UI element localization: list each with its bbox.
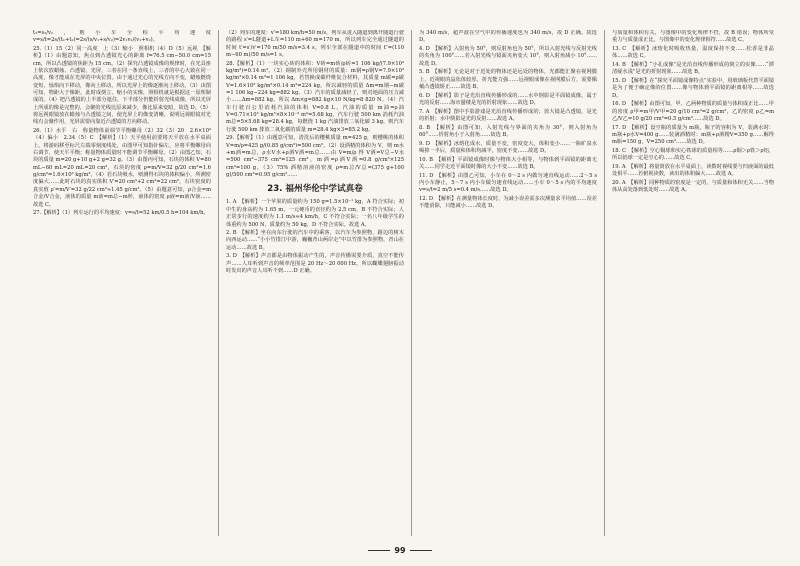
paragraph: 20. A 【解析】同种物质的密度是一定的，与质量和体积无关……当物体从高处落到低处时……故选 A。 (612, 179, 774, 194)
paragraph: 10. B 【解析】平面镜成像时像与物体大小相等，与物体到平面镜的距离无关……同学走近平面镜时像的大小不变……故选 B。 (419, 156, 597, 170)
paragraph: 为 340 m/s，超声波在空气中的传播速度也为 340 m/s，故 D 正确。故选 D。 (419, 30, 597, 44)
paragraph: 28.【解析】（1）一块实心砖的体积：V砖=m砖/ρ砖=1 106 kg/(7.9×10³ kg/m³)=0.14 m³。（2）钢制外壳所用钢材的质量：m钢=ρ钢V=7.9×10³ kg/m³×0.14 m³=1 106 kg，若替换成碳纤维复合材料，其质量 m碳=ρ碳V=1.6×10³ kg/m³×0.14 m³=224 kg，所以减轻的质量 Δm=m钢−m碳=1 106 kg−224 kg=882 kg。（3）汽车的质量减轻了，则对地面的压力减小……Δm=882 kg，所以 Δm×g=882 kg×10 N/kg=8 820 N。（4）汽车行驶百公里消耗汽油的体积 V=0.8 L，汽油的质量 m油=ρ油V=0.71×10³ kg/m³×8×10⁻³ m³=5.68 kg，汽车行驶 500 km 消耗汽油 m总=5×5.68 kg=28.4 kg，每燃烧 1 kg 汽油排放二氧化碳 3 kg，则汽车行驶 500 km 排放二氧化碳的质量 m=28.4 kg×3=85.2 kg。 (226, 60, 404, 133)
section-title: 23. 福州华伦中学试真卷 (267, 184, 363, 195)
paragraph: 14. B 【解析】“小孔成像”是光沿直线传播形成的倒立的实像……“潭清疑水浅”是光的折射现象……故选 B。 (612, 61, 774, 76)
page-number-left-dash (368, 550, 390, 551)
paragraph: 25.（1）15（2）同一高度 上（3）缩小 照相机（4）D（5）远视 【解析】（1）由题意知，焦点到凸透镜光心的距离 f=76.5 cm−50.0 cm=15 cm，所以凸透镜的焦距为 15 cm。（2）探究凸透镜成像的规律时，在光具座上依次放蜡烛、凸透镜、光屏，三者在同一条直线上，三者的中心大致在同一高度，像才能成在光屏的中央位置。由于通过光心的光线方向不变，蜡烛燃烧变短，烛焰向下移动，像向上移动，所以光屏上的像逐渐向上移动。（3）由图可知，物距大于像距，此时成倒立、缩小的实像，照相机就是根据这一原理制成的。（4）把凸透镜的上半部分遮住，下半部分仍能折射光线成像，所以光屏上所成的像是完整的，会聚的光线比原来减少，像比原来变暗，故选 D。（5）将远视眼镜放在蜡烛与凸透镜之间，使光屏上的像变清晰，说明远视眼镜对光线有会聚作用，光屏需要向靠近凸透镜的方向移动。 (33, 45, 211, 126)
paragraph: （2）列车的速度：v′=180 km/h=50 m/s，列车从进入隧道到离开隧道行驶的路程 s′=L隧道+L车=110 m+60 m=170 m，所以列车完全通过隧道的时间 t′=s′/v′=170 m/50 m/s=3.4 s，列车全部在隧道中的时间 t″=(110 m−60 m)/50 m/s=1 s。 (226, 30, 404, 59)
paragraph: 4. D 【解析】入射角为 50°，则反射角也为 50°，所以入射光线与反射光线的夹角为 100°……若入射光线与镜面夹角变大 10°，则入射角减小 10°……故选 D。 (419, 45, 597, 67)
paragraph: 1. A 【解析】一个苹果的质量约为 150 g=1.5×10⁻¹ kg，A 符合实际；初中生的身高约为 1.65 m，一元硬币的直径约为 2.5 cm，B 不符合实际；人正常步行的速度约为 1.1 m/s≈4 km/h，C 不符合实际；一名八年级学生的体重约为 500 N，质量约为 50 kg，D 不符合实际。故选 A。 (226, 199, 404, 228)
paragraph: 29.【解析】（1）由题意可知，清洗后的樱桃质量 m=425 g，则樱桃的体积 V=m/ρ=425 g/(0.85 g/cm³)=500 cm³。（2）设酒精的体积为 V，则 m水+m酒=m总，ρ水V水+ρ酒V酒=m总……由 V=m/ρ 得 V酒=V总−V水=500 cm³−375 cm³=125 cm³，m酒=ρ酒V酒=0.8 g/cm³×125 cm³=100 g。（3）75% 酒精溶液的密度 ρ=m总/V总=(375 g+100 g)/500 cm³=0.95 g/cm³…… (226, 135, 404, 179)
column-divider (218, 30, 219, 536)
paragraph: 17. D 【解析】设空瓶的质量为 m瓶，瓶子的容积为 V，装满水时：m瓶+ρ水V=400 g……装满酒精时：m瓶+ρ酒精V=350 g……解得 m瓶=150 g，V=250 cm³……故选 D。 (612, 124, 774, 146)
paragraph: 8. B 【解析】由图可知，入射光线与界面的夹角为 30°，则入射角为 60°……折射角小于入射角……故选 B。 (419, 124, 597, 138)
paragraph: t₂=s₂/v₂，则小车全程平均速度 v=s/t=2s/(t₁+t₂)=2s/(s/v₁+s/v₂)=2v₁v₂/(v₁+v₂)。 (33, 30, 211, 44)
paragraph: 12. D 【解析】在测量物体长度时，为减小误差需多次测量求平均值……误差不能消除，只能减小……故选 D。 (419, 195, 597, 210)
column-divider (411, 30, 412, 536)
paragraph: 6. D 【解析】影子是光沿直线传播形成的……水中倒影是平面镜成像，属于光的反射……海市蜃楼是光的折射现象……故选 D。 (419, 92, 597, 106)
paragraph: 26.（1）水平 右 称量物体前调节平衡螺母（2）32（3）20 2.6×10³（4）偏小 2.34（5）C 【解析】（1）天平使用前要将天平放在水平桌面上，将游码移至标尺左端零刻度线处，由图甲可知指针偏左，应将平衡螺母向右调节，使天平平衡；称量物体质量时不能调节平衡螺母。（2）由图乙知，石块的质量 m=20 g+10 g+2 g=32 g。（3）由图丙可知，石块的体积 V=80 mL−60 mL=20 mL=20 cm³，石块的密度 ρ=m/V=32 g/20 cm³=1.6 g/cm³=1.6×10³ kg/m³。（4）若石块吸水，则测得石块的体积偏小，所测密度偏大……此时石块的真实体积 V′=20 cm³+2 cm³=22 cm³，石块密度的真实值 ρ′=m/V′=32 g/22 cm³≈1.45 g/cm³。（5）由题意可知，ρ合金=m合金/V合金，液体的质量 m液=m总−m杯，液体的密度 ρ液=m液/V液……故选 C。 (33, 128, 211, 208)
column-divider (604, 30, 605, 536)
paragraph: 16. D 【解析】由图可知，甲、乙两种物质的质量与体积成正比……甲的密度 ρ甲=m甲/V甲=20 g/10 cm³=2 g/cm³，乙的密度 ρ乙=m乙/V乙=10 g/20 cm³=0.5 g/cm³……故选 D。 (612, 101, 774, 122)
paragraph: 9. D 【解析】冰熔化成水，质量不变，密度变大，体积变小……一瓶矿泉水喝掉一半后，质量和体积均减半，密度不变……故选 D。 (419, 140, 597, 154)
paragraph: 13. C 【解析】冰熔化时吸收热量，温度保持不变……松香是非晶体……故选 C。 (612, 45, 774, 60)
page-number-right-dash (410, 550, 432, 551)
paragraph: 18. C 【解析】空心铜球和实心铁球的质量相等……ρ铜＞ρ铁＞ρ铝，所以铝球一定是空心的……故选 C。 (612, 147, 774, 162)
paragraph: 与质量和体积有关，与图像中的变化规律不符，故 B 错误；物体所受重力与质量成正比，与图像中的变化规律相符……故选 C。 (612, 30, 774, 44)
text-column-1 (33, 30, 211, 536)
text-column-3 (419, 30, 597, 536)
paragraph: 15. D 【解析】在“探究平面镜成像特点”实验中，用玻璃板代替平面镜是为了便于确定像的位置……像与物体到平面镜的距离相等……故选 D。 (612, 77, 774, 99)
page-number (0, 546, 800, 555)
paragraph: 2. B 【解析】坐在向东行驶的汽车中的乘客，以汽车为参照物，路边的树木向西运动……“小小竹排江中游，巍巍青山两岸走”中以竹排为参照物，青山在运动……故选 B。 (226, 230, 404, 251)
page-number-text: 99 (394, 546, 406, 555)
paragraph: 3. D 【解析】声音都是由物体振动产生的，声音传播需要介质，真空不能传声……人耳听到声音的频率范围是 20 Hz～20 000 Hz，所以蝴蝶翅膀振动时发出的声音人耳听不到……D 正确。 (226, 253, 404, 275)
paragraph: 27.【解析】（1）列车运行的平均速度：v=s/t=52 km/0.5 h=104 km/h。 (33, 210, 209, 217)
paragraph: 7. A 【解析】图中手影游戏是光沿直线传播形成的；放大镜是凸透镜，是光的折射；水中倒影是光的反射……故选 A。 (419, 108, 597, 122)
text-column-4 (612, 30, 774, 536)
paragraph: 11. D 【解析】由图乙可知，小车在 0～2 s 内做匀速直线运动……2～5 s 内小车静止，5～7 s 内小车做匀速直线运动……小车 0～5 s 内的平均速度 v=s/t=2 m/5 s=0.4 m/s……故选 D。 (419, 172, 597, 194)
paragraph: 5. B 【解析】无论是对于近处的物体还是远处的物体，光都能汇聚在视网膜上，近视眼的晶状体较厚，折光能力强……远视眼成像在视网膜后方，需要佩戴凸透镜矫正……故选 B。 (419, 69, 597, 90)
paragraph: 19. A 【解析】将量筒放在水平桌面上，读数时视线要与凹液面的最低处相平……若俯视读数，读出的体积偏大……故选 A。 (612, 163, 774, 178)
text-column-2 (226, 30, 404, 536)
